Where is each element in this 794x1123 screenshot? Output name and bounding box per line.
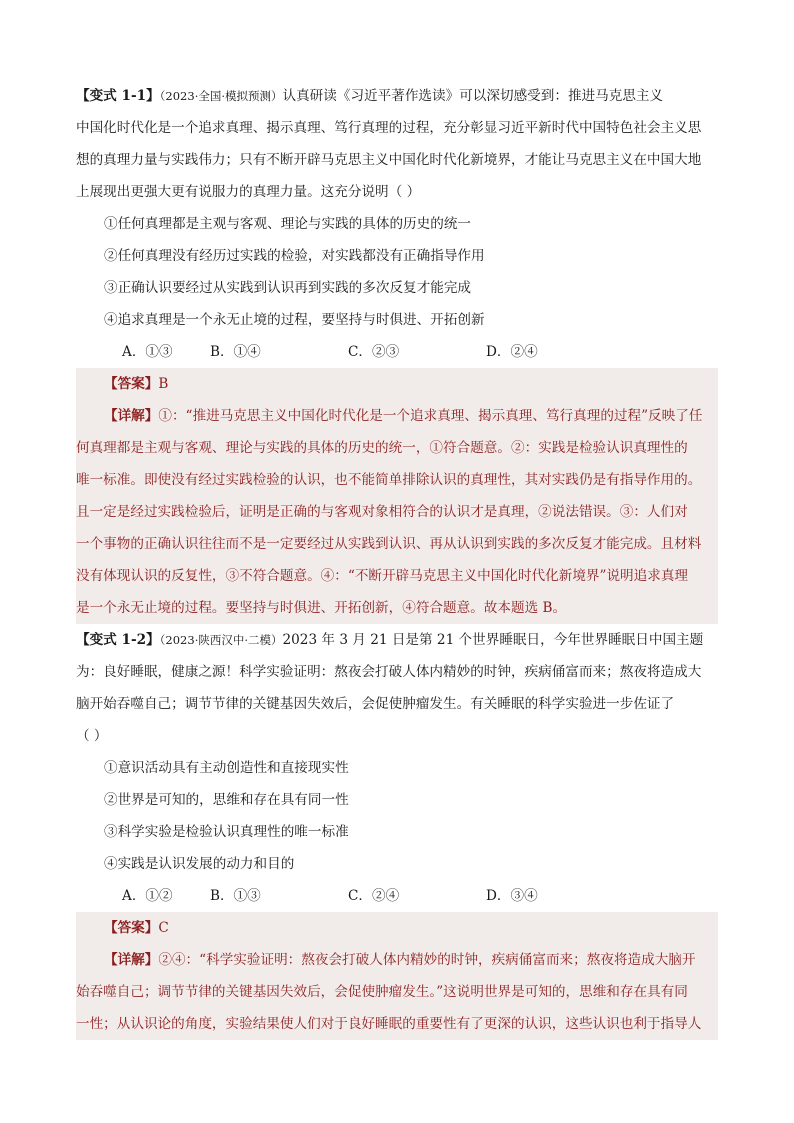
question-2-detail-text: ②④：“科学实验证明：熬夜会打破人体内精妙的时钟，疾病俑富而来；熬夜将造成大脑开 <box>158 952 696 968</box>
question-2-answer <box>76 912 718 944</box>
question-1-detail-line-6: 没有体现认识的反复性，③不符合题意。④：“不断开辟马克思主义中国化时代化新境界”说明追求真理 <box>76 568 689 584</box>
question-1-statement-1: ①任何真理都是主观与客观、理论与实践的具体的历史的统一 <box>104 216 472 232</box>
question-2-line-1 <box>76 624 718 656</box>
question-2-option-d: D．③④ <box>486 888 538 904</box>
question-2-options <box>76 880 718 912</box>
question-2-answer-block <box>76 912 718 1040</box>
question-1-detail-line-5: 一个事物的正确认识往往而不是一定要经过从实践到认识、再从认识到实践的多次反复才能完成。且材料 <box>76 536 702 552</box>
question-2-line-3: 脑开始吞噬自己；调节节律的关键基因失效后，会促使肿瘤发生。有关睡眠的科学实验进一步佐证了 <box>76 696 675 712</box>
question-1-detail-line-1 <box>76 400 718 432</box>
question-1-detail-line-2: 何真理都是主观与客观、理论与实践的具体的历史的统一，①符合题意。②：实践是检验认识真理性的 <box>76 440 688 456</box>
question-1-line-2: 中国化时代化是一个追求真理、揭示真理、笃行真理的过程，充分彰显习近平新时代中国特色社会主义思 <box>76 120 702 136</box>
question-2-statement-3: ③科学实验是检验认识真理性的唯一标准 <box>104 824 349 840</box>
question-1-option-b: B．①④ <box>210 344 261 360</box>
question-1-detail-line-7: 是一个永无止境的过程。要坚持与时俱进、开拓创新，④符合题意。故本题选 B。 <box>76 600 567 616</box>
question-2-option-c: C．②④ <box>348 888 400 904</box>
question-1-statement-2: ②任何真理没有经历过实践的检验，对实践都没有正确指导作用 <box>104 248 485 264</box>
question-1-answer-value: B <box>158 376 169 392</box>
question-1-detail-tag: 【详解】 <box>104 408 159 424</box>
question-1 <box>76 80 718 624</box>
question-2-detail-line-2: 始吞噬自己；调节节律的关键基因失效后，会促使肿瘤发生。”这说明世界是可知的，思维和存在具有同 <box>76 984 688 1000</box>
question-2-detail-tag: 【详解】 <box>104 952 159 968</box>
question-1-answer-tag: 【答案】 <box>104 376 159 392</box>
question-2-text: 2023 年 3 月 21 日是第 21 个世界睡眠日，今年世界睡眠日中国主题 <box>282 632 704 648</box>
question-1-tag: 【变式 1-1】 <box>76 88 160 104</box>
question-2-statement-1: ①意识活动具有主动创造性和直接现实性 <box>104 760 349 776</box>
question-1-answer <box>76 368 718 400</box>
question-2-option-b: B．①③ <box>210 888 261 904</box>
question-1-statement-3: ③正确认识要经过从实践到认识再到实践的多次反复才能完成 <box>104 280 472 296</box>
question-1-options <box>76 336 718 368</box>
question-2-statement-2: ②世界是可知的，思维和存在具有同一性 <box>104 792 349 808</box>
question-2-detail-line-1 <box>76 944 718 976</box>
question-1-line-4: 上展现出更强大更有说服力的真理力量。这充分说明（ ） <box>76 184 421 200</box>
question-1-option-c: C．②③ <box>348 344 400 360</box>
question-2-detail-line-3: 一性；从认识论的角度，实验结果使人们对于良好睡眠的重要性有了更深的认识，这些认识也利于指导人 <box>76 1016 702 1032</box>
document-page <box>76 80 718 1040</box>
question-1-line-1 <box>76 80 718 112</box>
question-2-source: （2023·陕西汉中·二模） <box>159 633 283 647</box>
question-1-answer-block <box>76 368 718 624</box>
question-2-answer-tag: 【答案】 <box>104 920 159 936</box>
question-2-line-4: （ ） <box>76 728 108 744</box>
question-2-line-2: 为：良好睡眠，健康之源！科学实验证明：熬夜会打破人体内精妙的时钟，疾病俑富而来；熬夜将造成大 <box>76 664 702 680</box>
question-1-detail-line-4: 且一定是经过实践检验后，证明是正确的与客观对象相符合的认识才是真理，②说法错误。③：人们对 <box>76 504 688 520</box>
question-1-line-3: 想的真理力量与实践伟力；只有不断开辟马克思主义中国化时代化新境界，才能让马克思主义在中国大地 <box>76 152 702 168</box>
question-1-text: 认真研读《习近平著作选读》可以深切感受到：推进马克思主义 <box>282 88 664 104</box>
question-1-statement-4: ④追求真理是一个永无止境的过程，要坚持与时俱进、开拓创新 <box>104 312 485 328</box>
question-2-tag: 【变式 1-2】 <box>76 632 160 648</box>
question-1-source: （2023·全国·模拟预测） <box>159 89 283 103</box>
question-2-option-a: A．①② <box>122 888 173 904</box>
question-1-detail-text: ①：“推进马克思主义中国化时代化是一个追求真理、揭示真理、笃行真理的过程”反映了任 <box>158 408 703 424</box>
question-2 <box>76 624 718 1040</box>
question-2-answer-value: C <box>158 920 169 936</box>
question-2-statement-4: ④实践是认识发展的动力和目的 <box>104 856 295 872</box>
question-1-option-d: D．②④ <box>486 344 538 360</box>
question-1-option-a: A．①③ <box>122 344 173 360</box>
question-1-detail-line-3: 唯一标准。即使没有经过实践检验的认识，也不能简单排除认识的真理性，其对实践仍是有指导作用的。 <box>76 472 702 488</box>
